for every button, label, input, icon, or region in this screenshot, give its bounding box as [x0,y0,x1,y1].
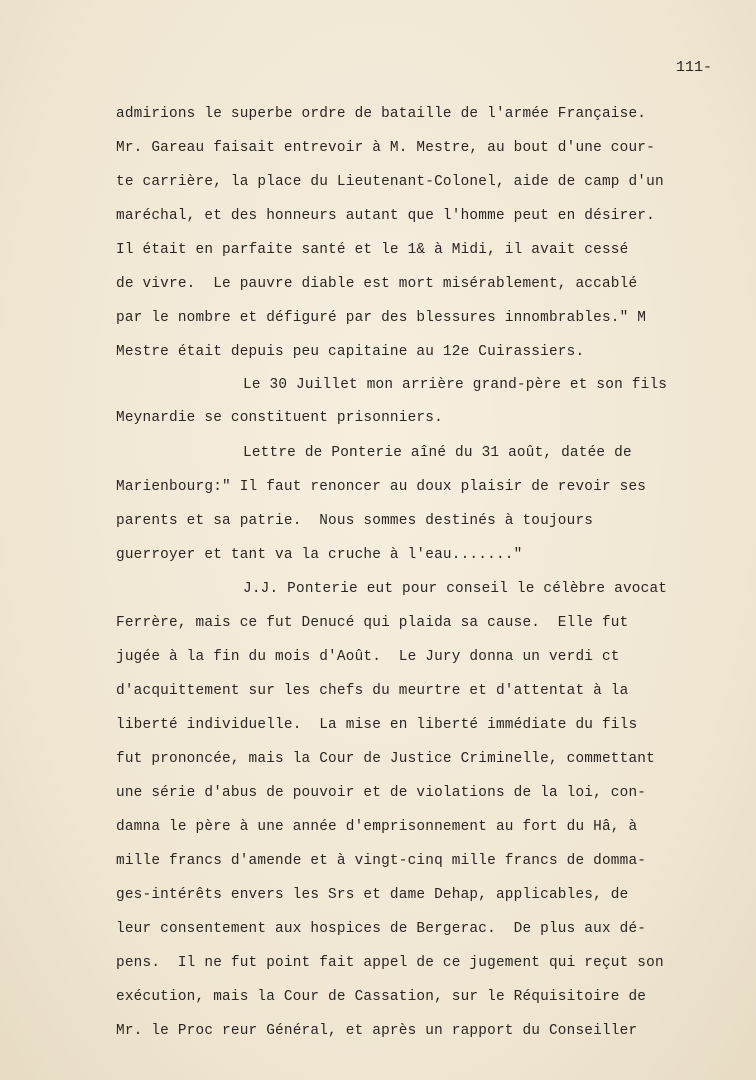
text-line: Meynardie se constituent prisonniers. [116,410,443,426]
text-line: damna le père à une année d'emprisonnement au fort du Hâ, à [116,819,638,835]
text-line: admirions le superbe ordre de bataille de l'armée Française. [116,106,647,122]
text-line: mille francs d'amende et à vingt-cinq mille francs de domma- [116,853,647,869]
text-line: liberté individuelle. La mise en liberté immédiate du fils [116,717,638,733]
text-line: parents et sa patrie. Nous sommes destinés à toujours [116,513,594,529]
text-line: exécution, mais la Cour de Cassation, sur le Réquisitoire de [116,989,647,1005]
text-line: J.J. Ponterie eut pour conseil le célèbre avocat [243,581,668,597]
text-line: par le nombre et défiguré par des blessures innombrables." M [116,310,647,326]
text-line: maréchal, et des honneurs autant que l'homme peut en désirer. [116,208,655,224]
text-line: leur consentement aux hospices de Bergerac. De plus aux dé- [116,921,647,937]
text-line: Il était en parfaite santé et le 1& à Midi, il avait cessé [116,242,629,258]
text-line: jugée à la fin du mois d'Août. Le Jury donna un verdi ct [116,649,620,665]
text-line: Ferrère, mais ce fut Denucé qui plaida sa cause. Elle fut [116,615,629,631]
text-line: Mestre était depuis peu capitaine au 12e Cuirassiers. [116,344,585,360]
text-line: ges-intérêts envers les Srs et dame Dehap, applicables, de [116,887,629,903]
text-line: Mr. Gareau faisait entrevoir à M. Mestre, au bout d'une cour- [116,140,655,156]
text-line: pens. Il ne fut point fait appel de ce jugement qui reçut son [116,955,664,971]
text-line: de vivre. Le pauvre diable est mort misérablement, accablé [116,276,638,292]
text-line: Marienbourg:" Il faut renoncer au doux plaisir de revoir ses [116,479,647,495]
page-number: 111- [676,59,713,76]
text-line: Le 30 Juillet mon arrière grand-père et son fils [243,377,668,393]
text-line: guerroyer et tant va la cruche à l'eau......." [116,547,523,563]
text-line: une série d'abus de pouvoir et de violations de la loi, con- [116,785,647,801]
text-line: d'acquittement sur les chefs du meurtre et d'attentat à la [116,683,629,699]
text-line: te carrière, la place du Lieutenant-Colonel, aide de camp d'un [116,174,664,190]
text-line: Lettre de Ponterie aîné du 31 août, datée de [243,445,632,461]
text-line: fut prononcée, mais la Cour de Justice Criminelle, commettant [116,751,655,767]
text-line: Mr. le Proc reur Général, et après un rapport du Conseiller [116,1023,638,1039]
